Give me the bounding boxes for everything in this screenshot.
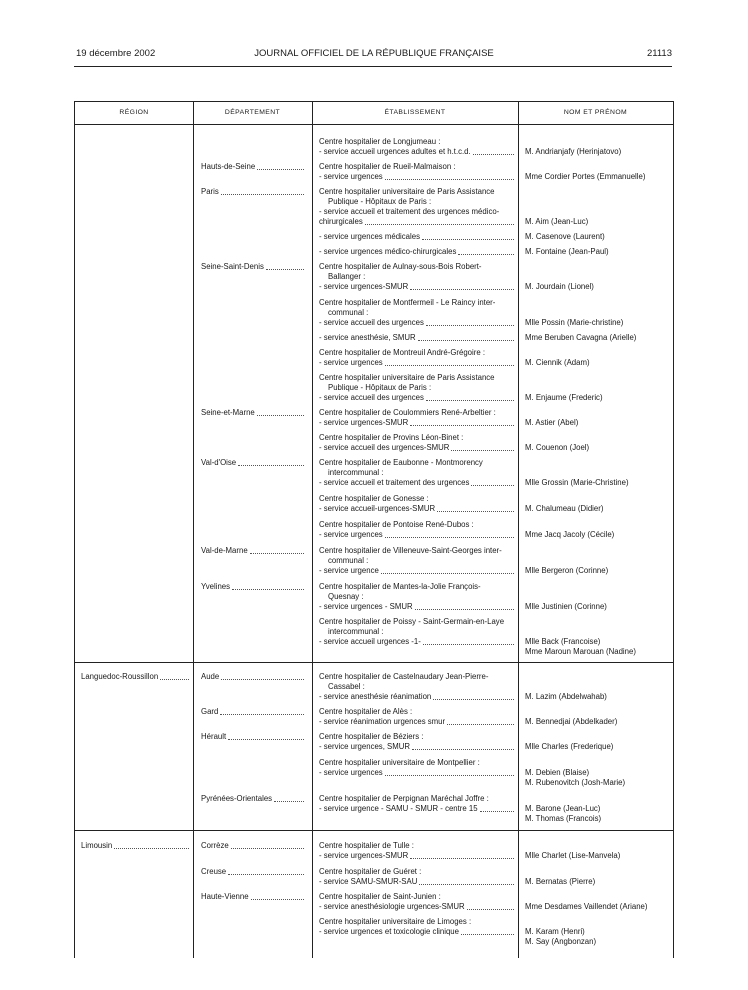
person-name: M. Rubenovitch (Josh-Marie) [525, 778, 626, 787]
departement-label: Corrèze [201, 841, 229, 850]
dot-leader [419, 877, 514, 885]
establishment-line: Centre hospitalier universitaire de Montpellier : [319, 758, 480, 767]
service-label: - service accueil-urgences-SMUR [319, 504, 436, 513]
establishment-line: Centre hospitalier de Coulommiers René-Arbeltier : [319, 408, 496, 417]
service-line [319, 504, 516, 514]
establishment-line: Centre hospitalier de Villeneuve-Saint-Georges inter- [319, 546, 502, 555]
dot-leader [415, 602, 514, 610]
page-number: 21113 [646, 48, 672, 59]
dot-leader [228, 867, 304, 875]
establishment-line: Centre hospitalier de Saint-Junien : [319, 892, 441, 901]
establishment-line: Centre hospitalier de Tulle : [319, 841, 414, 850]
establishment-line: Centre hospitalier de Mantes-la-Jolie François- [319, 582, 481, 591]
service-label: - service SAMU-SMUR-SAU [319, 877, 418, 886]
etablissement-entry [319, 262, 516, 292]
service-line [319, 717, 516, 727]
person-name: M. Say (Angbonzan) [525, 937, 597, 946]
person-name: Mme Jacq Jacoly (Cécile) [525, 530, 615, 539]
establishment-line: Centre hospitalier de Castelnaudary Jean-Pierre- [319, 672, 489, 681]
service-line [319, 418, 516, 428]
service-label: - service anesthésie, SMUR [319, 333, 416, 342]
etablissement-entry [319, 298, 516, 328]
person-name: Mlle Grossin (Marie-Christine) [525, 478, 629, 487]
service-line [319, 443, 516, 453]
service-label: - service accueil urgences adultes et h.t.c.d. [319, 147, 471, 156]
departement-label: Hauts-de-Seine [201, 162, 256, 171]
departement-name [201, 892, 306, 902]
etablissement-entry [319, 162, 516, 182]
establishment-line: communal : [328, 556, 369, 565]
person-name: M. Andrianjafy (Herinjatovo) [525, 147, 622, 156]
establishment-line: Centre hospitalier de Aulnay-sous-Bois Robert- [319, 262, 482, 271]
dot-leader [232, 582, 304, 590]
dot-leader [385, 530, 514, 538]
service-label: - service accueil et traitement des urgences [319, 478, 470, 487]
departement-name [201, 458, 306, 468]
service-line [319, 172, 516, 182]
service-line [319, 927, 516, 937]
service-label: - service urgences-SMUR [319, 418, 409, 427]
etablissement-entry [319, 373, 516, 403]
service-label: - service urgences médicales [319, 232, 420, 241]
dot-leader [251, 892, 304, 900]
region-name [81, 841, 191, 851]
dot-leader [422, 232, 514, 240]
establishment-line: Quesnay : [328, 592, 364, 601]
person-name: Mlle Back (Francoise) [525, 637, 601, 646]
establishment-line: Centre hospitalier de Béziers : [319, 732, 424, 741]
column-header-nom: NOM ET PRÉNOM [563, 109, 628, 116]
service-label: - service urgences-SMUR [319, 282, 409, 291]
service-label: - service accueil des urgences-SMUR [319, 443, 450, 452]
departement-label: Creuse [201, 867, 227, 876]
departement-label: Gard [201, 707, 219, 716]
person-name: M. Debien (Blaise) [525, 768, 590, 777]
departement-name [201, 162, 306, 172]
service-label: - service urgences-SMUR [319, 851, 409, 860]
etablissement-entry [319, 433, 516, 453]
dot-leader [451, 443, 514, 451]
service-label: - service urgences [319, 530, 383, 539]
service-line [319, 333, 516, 343]
establishment-line: Centre hospitalier universitaire de Limoges : [319, 917, 472, 926]
person-name: M. Karam (Henri) [525, 927, 585, 936]
departement-label: Paris [201, 187, 219, 196]
person-name: Mlle Charlet (Lise-Manvela) [525, 851, 621, 860]
person-name: M. Astier (Abel) [525, 418, 579, 427]
dot-leader [250, 546, 304, 554]
departement-name [201, 546, 306, 556]
etablissement-entry [319, 917, 516, 937]
person-name: M. Ciennik (Adam) [525, 358, 590, 367]
etablissement-entry [319, 617, 516, 647]
establishment-line: Centre hospitalier de Eaubonne - Montmorency [319, 458, 483, 467]
etablissement-entry [319, 247, 516, 257]
column-header-region: RÉGION [119, 109, 149, 116]
person-name: M. Enjaume (Frederic) [525, 393, 603, 402]
person-name: Mlle Bergeron (Corinne) [525, 566, 609, 575]
establishment-line: Centre hospitalier universitaire de Paris Assistance [319, 373, 495, 382]
service-line [319, 358, 516, 368]
etablissement-entry [319, 348, 516, 368]
column-header-departement: DÉPARTEMENT [224, 109, 281, 116]
dot-leader [231, 841, 304, 849]
establishment-line: Centre hospitalier de Montreuil André-Grégoire : [319, 348, 485, 357]
departement-name [201, 262, 306, 272]
departement-label: Aude [201, 672, 220, 681]
etablissement-entry [319, 333, 516, 343]
service-label: - service anesthésie réanimation [319, 692, 432, 701]
etablissement-entry [319, 458, 516, 488]
dot-leader [221, 187, 304, 195]
establishment-line: Centre hospitalier de Alès : [319, 707, 413, 716]
service-line [319, 742, 516, 752]
service-label: - service urgences [319, 768, 383, 777]
establishment-line: Centre hospitalier de Rueil-Malmaison : [319, 162, 456, 171]
etablissement-entry [319, 546, 516, 576]
person-name: M. Bennedjai (Abdelkader) [525, 717, 618, 726]
service-line [319, 232, 516, 242]
service-line [319, 602, 516, 612]
service-line [319, 282, 516, 292]
dot-leader [418, 333, 514, 341]
service-label: - service réanimation urgences smur [319, 717, 446, 726]
etablissement-entry [319, 520, 516, 540]
establishment-line: Centre hospitalier de Pontoise René-Dubos : [319, 520, 474, 529]
establishment-line: Ballanger : [328, 272, 366, 281]
departement-name [201, 672, 306, 682]
service-label: - service accueil urgences -1- [319, 637, 421, 646]
column-header-row [75, 102, 673, 125]
service-label: - service urgences, SMUR [319, 742, 410, 751]
person-name: Mme Maroun Marouan (Nadine) [525, 647, 636, 656]
region-label: Limousin [81, 841, 113, 850]
establishment-line: Centre hospitalier de Longjumeau : [319, 137, 441, 146]
etablissement-entry [319, 494, 516, 514]
etablissement-entry [319, 408, 516, 428]
region-name [81, 672, 191, 682]
service-label: - service anesthésiologie urgences-SMUR [319, 902, 465, 911]
person-name: M. Barone (Jean-Luc) [525, 804, 601, 813]
departement-label: Hérault [201, 732, 227, 741]
person-name: Mlle Charles (Frederique) [525, 742, 614, 751]
etablissement-entry [319, 137, 516, 157]
etablissement-entry [319, 892, 516, 912]
departement-label: Yvelines [201, 582, 231, 591]
establishment-line: intercommunal : [328, 627, 384, 636]
dot-leader [480, 804, 514, 812]
establishment-line: Centre hospitalier universitaire de Paris Assistance [319, 187, 495, 196]
etablissement-entry [319, 867, 516, 887]
departement-name [201, 867, 306, 877]
dot-leader [228, 732, 304, 740]
service-label: - service urgences [319, 358, 383, 367]
person-name: M. Casenove (Laurent) [525, 232, 605, 241]
service-line [319, 637, 516, 647]
person-name: M. Lazim (Abdelwahab) [525, 692, 607, 701]
service-label: - service urgences médico-chirurgicales [319, 247, 457, 256]
dot-leader [385, 172, 514, 180]
dot-leader [274, 794, 304, 802]
person-name: M. Thomas (Francois) [525, 814, 602, 823]
person-name: M. Aim (Jean-Luc) [525, 217, 589, 226]
etablissement-entry [319, 758, 516, 778]
service-label: chirurgicales [319, 217, 363, 226]
dot-leader [426, 393, 514, 401]
departement-name [201, 187, 306, 197]
page-date: 19 décembre 2002 [76, 48, 156, 59]
etablissement-entry [319, 841, 516, 861]
establishment-line: Publique - Hôpitaux de Paris : [328, 383, 432, 392]
dot-leader [238, 458, 304, 466]
establishment-line: intercommunal : [328, 468, 384, 477]
dot-leader [385, 768, 514, 776]
etablissement-entry [319, 582, 516, 612]
establishment-line: Publique - Hôpitaux de Paris : [328, 197, 432, 206]
establishment-line: - service accueil et traitement des urgences médico- [319, 207, 500, 216]
person-name: M. Fontaine (Jean-Paul) [525, 247, 609, 256]
departement-name [201, 841, 306, 851]
dot-leader [410, 282, 514, 290]
dot-leader [385, 358, 514, 366]
person-name: M. Jourdain (Lionel) [525, 282, 594, 291]
dot-leader [220, 707, 304, 715]
service-label: - service urgences [319, 172, 383, 181]
appointments-table [74, 101, 674, 958]
dot-leader [433, 692, 514, 700]
dot-leader [257, 408, 304, 416]
establishment-line: Centre hospitalier de Perpignan Maréchal Joffre : [319, 794, 489, 803]
service-line [319, 804, 516, 814]
service-line [319, 247, 516, 257]
service-line [319, 217, 516, 227]
dot-leader [221, 672, 304, 680]
departement-label: Val-d'Oise [201, 458, 237, 467]
service-label: - service accueil des urgences [319, 393, 424, 402]
dot-leader [461, 927, 514, 935]
person-name: M. Chalumeau (Didier) [525, 504, 604, 513]
service-line [319, 147, 516, 157]
etablissement-entry [319, 672, 516, 702]
service-label: - service urgence - SAMU - SMUR - centre 15 [319, 804, 478, 813]
person-name: M. Couenon (Joel) [525, 443, 590, 452]
dot-leader [471, 478, 514, 486]
dot-leader [447, 717, 514, 725]
person-name: Mlle Possin (Marie-christine) [525, 318, 624, 327]
departement-name [201, 582, 306, 592]
dot-leader [458, 247, 514, 255]
service-label: - service urgence [319, 566, 379, 575]
establishment-line: Centre hospitalier de Poissy - Saint-Germain-en-Laye [319, 617, 505, 626]
person-name: Mme Beruben Cavagna (Arielle) [525, 333, 637, 342]
region-separator [75, 662, 673, 663]
dot-leader [257, 162, 304, 170]
departement-label: Haute-Vienne [201, 892, 249, 901]
service-label: - service accueil des urgences [319, 318, 424, 327]
service-line [319, 318, 516, 328]
region-label: Languedoc-Roussillon [81, 672, 159, 681]
dot-leader [437, 504, 514, 512]
service-line [319, 393, 516, 403]
region-separator [75, 830, 673, 831]
departement-label: Seine-et-Marne [201, 408, 255, 417]
journal-title: JOURNAL OFFICIEL DE LA RÉPUBLIQUE FRANÇAISE [254, 48, 494, 59]
dot-leader [266, 262, 304, 270]
dot-leader [473, 147, 514, 155]
etablissement-entry [319, 232, 516, 242]
etablissement-entry [319, 794, 516, 814]
dot-leader [426, 318, 514, 326]
departement-label: Seine-Saint-Denis [201, 262, 264, 271]
service-line [319, 877, 516, 887]
establishment-line: Centre hospitalier de Montfermeil - Le Raincy inter- [319, 298, 496, 307]
person-name: M. Bernatas (Pierre) [525, 877, 596, 886]
service-line [319, 902, 516, 912]
dot-leader [365, 217, 514, 225]
dot-leader [423, 637, 514, 645]
establishment-line: Centre hospitalier de Gonesse : [319, 494, 429, 503]
etablissement-entry [319, 187, 516, 227]
establishment-line: Centre hospitalier de Provins Léon-Binet : [319, 433, 464, 442]
departement-name [201, 794, 306, 804]
service-line [319, 566, 516, 576]
column-header-etablissement: ÉTABLISSEMENT [384, 109, 446, 116]
person-name: Mlle Justinien (Corinne) [525, 602, 607, 611]
service-label: - service urgences - SMUR [319, 602, 413, 611]
dot-leader [412, 742, 514, 750]
etablissement-entry [319, 707, 516, 727]
departement-name [201, 732, 306, 742]
service-line [319, 768, 516, 778]
header-rule [74, 66, 672, 67]
service-line [319, 530, 516, 540]
departement-name [201, 408, 306, 418]
dot-leader [114, 841, 189, 849]
person-name: Mme Desdames Vaillendet (Ariane) [525, 902, 648, 911]
service-line [319, 692, 516, 702]
dot-leader [410, 418, 514, 426]
service-line [319, 851, 516, 861]
establishment-line: Cassabel : [328, 682, 365, 691]
service-label: - service urgences et toxicologie clinique [319, 927, 459, 936]
person-name: Mme Cordier Portes (Emmanuelle) [525, 172, 646, 181]
departement-label: Val-de-Marne [201, 546, 248, 555]
dot-leader [467, 902, 514, 910]
dot-leader [410, 851, 514, 859]
establishment-line: communal : [328, 308, 369, 317]
departement-label: Pyrénées-Orientales [201, 794, 273, 803]
dot-leader [381, 566, 514, 574]
departement-name [201, 707, 306, 717]
dot-leader [160, 672, 189, 680]
establishment-line: Centre hospitalier de Guéret : [319, 867, 422, 876]
service-line [319, 478, 516, 488]
etablissement-entry [319, 732, 516, 752]
